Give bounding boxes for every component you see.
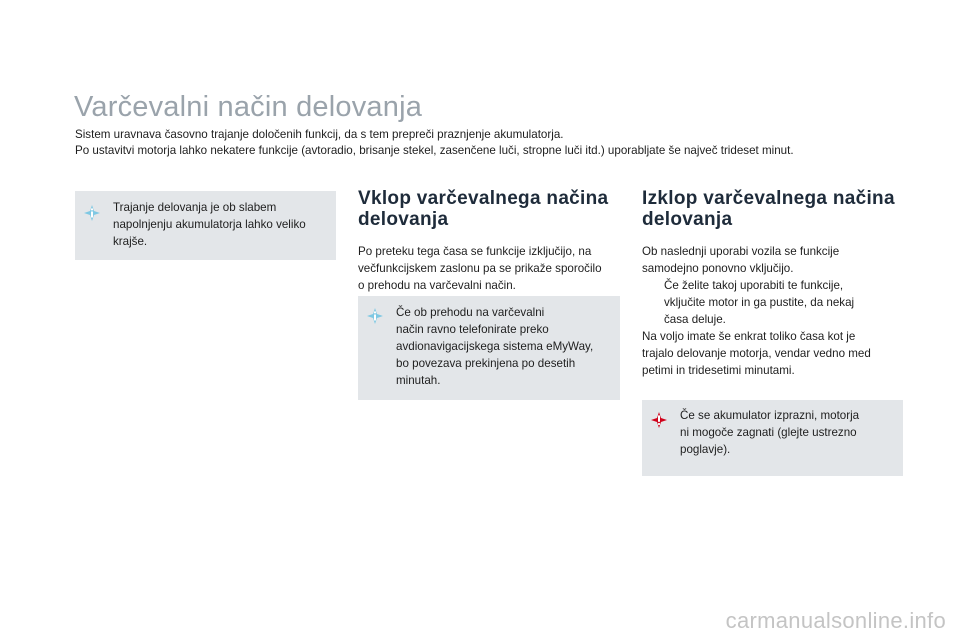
- bullet-line: Če želite takoj uporabiti te funkcije,: [664, 279, 844, 292]
- heading-line: delovanja: [642, 209, 733, 230]
- bullet-line: vključite motor in ga pustite, da nekaj: [664, 296, 855, 309]
- intro-line: Sistem uravnava časovno trajanje določenih funkcij, da s tem prepreči praznjenje akumulatorja.: [75, 128, 564, 141]
- bullet-line: časa deluje.: [664, 313, 726, 326]
- body-line: trajalo delovanje motorja, vendar vedno med: [642, 347, 871, 360]
- note-line: bo povezava prekinjena po desetih: [396, 357, 576, 370]
- heading-line: delovanja: [358, 209, 449, 230]
- body-line: samodejno ponovno vključijo.: [642, 262, 794, 275]
- intro-text: [75, 127, 935, 159]
- section-heading-izklop: [642, 188, 907, 230]
- intro-line: Po ustavitvi motorja lahko nekatere funkcije (avtoradio, brisanje stekel, zasenčene luči, stropne luči itd.) uporabljate še največ trideset minut.: [75, 144, 794, 157]
- note-line: Trajanje delovanja je ob slabem: [113, 201, 277, 214]
- info-icon: [367, 308, 383, 324]
- bullet-mark: [642, 277, 664, 328]
- section-body: [642, 328, 907, 379]
- warning-line: ni mogoče zagnati (glejte ustrezno: [680, 426, 857, 439]
- body-line: Ob naslednji uporabi vozila se funkcije: [642, 245, 840, 258]
- warning-icon: [651, 412, 667, 428]
- page-title: Varčevalni način delovanja: [74, 91, 423, 123]
- heading-line: Vklop varčevalnega načina: [358, 188, 609, 209]
- section-body: [642, 243, 907, 277]
- warning-line: Če se akumulator izprazni, motorja: [680, 409, 860, 422]
- middle-info-note: [358, 296, 620, 400]
- right-column: [642, 188, 907, 379]
- note-line: napolnjenju akumulatorja lahko veliko: [113, 218, 306, 231]
- section-heading-vklop: [358, 188, 623, 230]
- left-info-note: [75, 191, 336, 260]
- warning-line: poglavje).: [680, 443, 731, 456]
- bullet-item: [642, 277, 907, 328]
- body-line: Po preteku tega časa se funkcije izključijo, na: [358, 245, 592, 258]
- right-warning-note: [642, 400, 903, 476]
- heading-line: Izklop varčevalnega načina: [642, 188, 895, 209]
- body-line: o prehodu na varčevalni način.: [358, 279, 516, 292]
- watermark: carmanualsonline.info: [725, 608, 946, 633]
- note-line: način ravno telefonirate preko: [396, 323, 549, 336]
- info-icon: [84, 205, 100, 221]
- body-line: večfunkcijskem zaslonu pa se prikaže sporočilo: [358, 262, 602, 275]
- body-line: petimi in tridesetimi minutami.: [642, 364, 795, 377]
- note-line: minutah.: [396, 374, 441, 387]
- note-line: avdionavigacijskega sistema eMyWay,: [396, 340, 594, 353]
- middle-column: [358, 188, 623, 294]
- body-line: Na voljo imate še enkrat toliko časa kot je: [642, 330, 856, 343]
- note-line: Če ob prehodu na varčevalni: [396, 306, 545, 319]
- section-body: [358, 243, 623, 294]
- note-line: krajše.: [113, 235, 148, 248]
